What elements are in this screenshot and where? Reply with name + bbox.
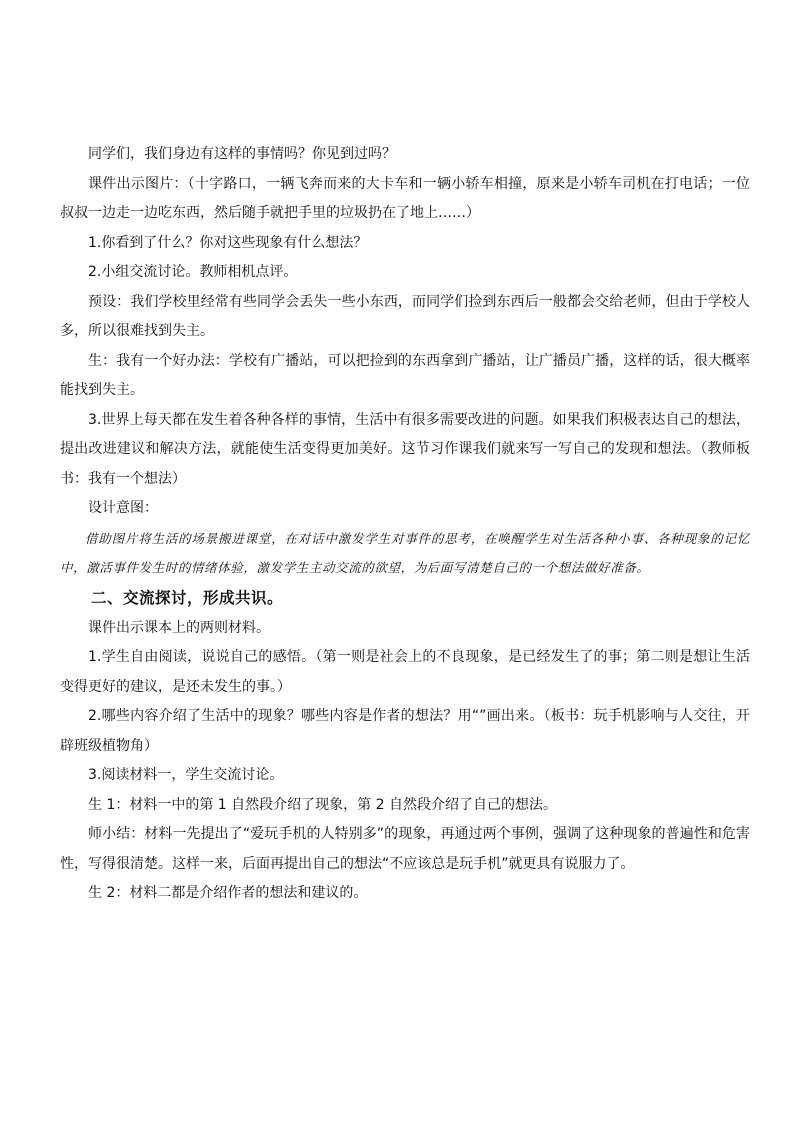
paragraph: 预设：我们学校里经常有些同学会丢失一些小东西，而同学们捡到东西后一般都会交给老师，但由于学校人多，所以很难找到失主。 bbox=[60, 293, 750, 339]
paragraph: 课件出示图片：（十字路口，一辆飞奔而来的大卡车和一辆小轿车相撞，原来是小轿车司机在打电话；一位叔叔一边走一边吃东西，然后随手就把手里的垃圾扔在了地上……） bbox=[60, 175, 750, 221]
paragraph: 3.阅读材料一，学生交流讨论。 bbox=[88, 767, 284, 783]
paragraph: 课件出示课本上的两则材料。 bbox=[88, 619, 270, 636]
paragraph: 2.小组交流讨论。教师相机点评。 bbox=[88, 264, 298, 280]
paragraph: 生 1：材料一中的第 1 自然段介绍了现象，第 2 自然段介绍了自己的想法。 bbox=[88, 796, 557, 813]
paragraph: 1.你看到了什么？你对这些现象有什么想法？ bbox=[88, 234, 368, 251]
design-intent-note: 借助图片将生活的场景搬进课堂，在对话中激发学生对事件的思考，在唤醒学生对生活各种小事、各种现象的记忆中，激活事件发生时的情绪体验，激发学生主动交流的欲望，为后面写清楚自己的一个想法做好准备。 bbox=[60, 530, 750, 575]
paragraph: 1.学生自由阅读，说说自己的感悟。（第一则是社会上的不良现象，是已经发生了的事；第二则是想让生活变得更好的建议，是还未发生的事。） bbox=[60, 649, 750, 695]
paragraph: 生 2：材料二都是介绍作者的想法和建议的。 bbox=[88, 885, 368, 901]
section-heading: 二、交流探讨，形成共识。 bbox=[91, 588, 284, 607]
design-intent-label: 设计意图： bbox=[88, 500, 158, 516]
paragraph: 3.世界上每天都在发生着各种各样的事情，生活中有很多需要改进的问题。如果我们积极表达自己的想法，提出改进建议和解决方法，就能使生活变得更加美好。这节习作课我们就来写一写自己的发现和想法。（教师板书：我有一个想法） bbox=[60, 411, 750, 487]
paragraph: 2.哪些内容介绍了生活中的现象？哪些内容是作者的想法？用“”画出来。（板书：玩手机影响与人交往，开辟班级植物角） bbox=[60, 708, 750, 754]
paragraph: 生：我有一个好办法：学校有广播站，可以把捡到的东西拿到广播站，让广播员广播，这样的话，很大概率能找到失主。 bbox=[60, 352, 750, 398]
paragraph: 同学们，我们身边有这样的事情吗？你见到过吗？ bbox=[88, 146, 396, 162]
document-body bbox=[60, 140, 750, 909]
paragraph: 师小结：材料一先提出了“爱玩手机的人特别多”的现象，再通过两个事例，强调了这种现象的普遍性和危害性，写得很清楚。这样一来，后面再提出自己的想法“不应该总是玩手机”就更具有说服力了。 bbox=[60, 826, 750, 872]
